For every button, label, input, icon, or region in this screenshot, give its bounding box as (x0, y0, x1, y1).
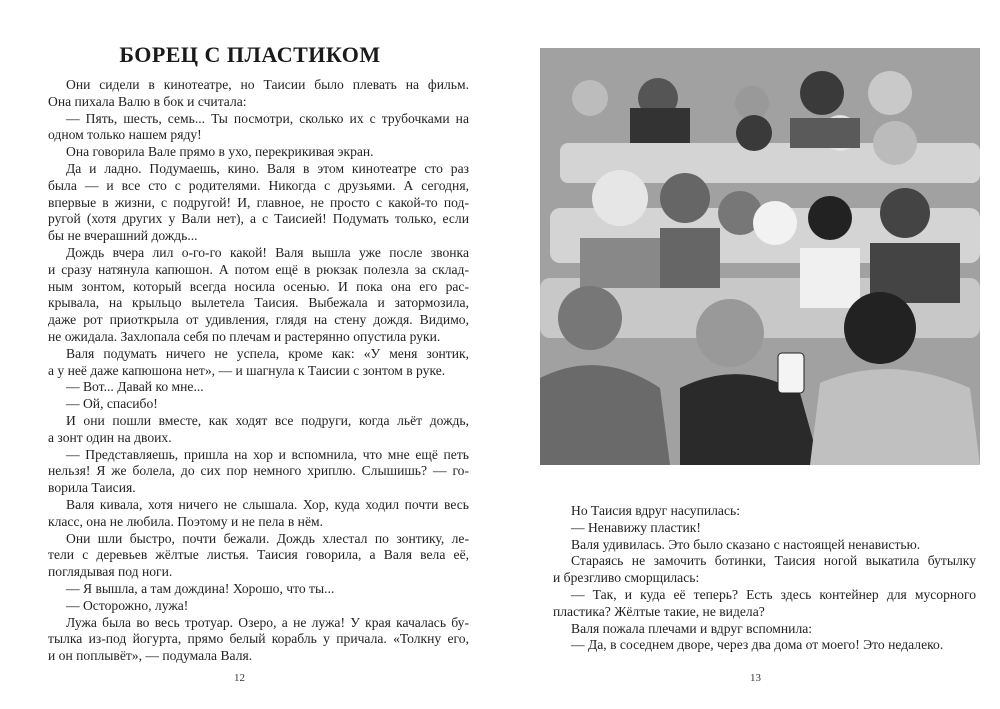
paragraph (48, 615, 469, 665)
page-number-right: 13 (750, 672, 761, 684)
text-line: Они сидели в кинотеатре, но Таисии было плевать на фильм. (66, 77, 469, 92)
text-line: — Ненавижу пластик! (571, 519, 701, 535)
text-line: нельзя! Я же болела, до сих пор немного хриплю. Слышишь? — го- (48, 463, 469, 479)
text-line: а у неё даже капюшона нет», — и шагнула к Таисии с зонтом в руке. (48, 362, 446, 378)
text-line: ворила Таисия. (48, 480, 136, 496)
paragraph (553, 587, 976, 621)
paragraph (48, 245, 469, 346)
text-line: тели с деревьев жёлтые листья. Таисия говорила, а Валя вела её, (48, 547, 469, 563)
text-line: Она пихала Валю в бок и считала: (48, 93, 247, 109)
cinema-audience-illustration (540, 48, 980, 465)
text-line: поглядывая под ноги. (48, 564, 173, 580)
text-line: — Ой, спасибо! (66, 396, 158, 412)
paragraph (48, 379, 469, 396)
text-line: — Так, и куда её теперь? Есть здесь контейнер для мусорного (571, 586, 976, 602)
paragraph (48, 161, 469, 245)
text-line: крывала, на крыльцо вылетела Таисия. Выбежала и затормозила, (48, 295, 469, 311)
text-line: одном только нашем ряду! (48, 127, 202, 143)
text-line: — Пять, шесть, семь... Ты посмотри, сколько их с трубочками на (66, 110, 469, 126)
text-line: Дождь вчера лил о-го-го какой! Валя вышла уже после звонка (66, 244, 469, 260)
text-line: Она говорила Вале прямо в ухо, перекрикивая экран. (66, 144, 374, 160)
text-line: ругой (хотя других у Вали нет), а с Таисией! Подумать только, если (48, 211, 469, 227)
paragraph (48, 598, 469, 615)
text-line: Валя пожала плечами и вдруг вспомнила: (571, 620, 813, 636)
text-line: И они пошли вместе, как ходят все подруги, когда льёт дождь, (66, 412, 469, 428)
paragraph (48, 531, 469, 581)
text-line: ным зонтом, который всегда носила осенью. И пока она его рас- (48, 278, 469, 294)
text-line: пластика? Жёлтые такие, не видела? (553, 603, 765, 619)
text-line: и брезгливо сморщилась: (553, 570, 700, 586)
text-line: Лужа была во весь тротуар. Озеро, а не лужа! У края качалась бу- (66, 614, 469, 630)
paragraph (48, 111, 469, 145)
text-line: — Представляешь, пришла на хор и вспомнила, что мне ещё петь (66, 446, 469, 462)
text-line: тылка из-под йогурта, прямо белый корабль у причала. «Толкну его, (48, 631, 469, 647)
text-line: Но Таисия вдруг насупилась: (571, 503, 740, 518)
paragraph (48, 77, 469, 111)
text-line: Валя удивилась. Это было сказано с настоящей ненавистью. (571, 536, 921, 552)
paragraph (553, 553, 976, 587)
text-line: — Вот... Давай ко мне... (66, 379, 204, 395)
paragraph (48, 396, 469, 413)
text-line: даже рот приоткрыла от удивления, глядя на стену дождя. Видимо, (48, 312, 469, 328)
chapter-title: БОРЕЦ С ПЛАСТИКОМ (119, 42, 381, 67)
page-number-left: 12 (234, 672, 245, 684)
paragraph (553, 520, 976, 537)
paragraph (48, 346, 469, 380)
text-line: не ожидала. Захлопала себя по плечам и растерянно опустила руки. (48, 328, 441, 344)
paragraph (48, 497, 469, 531)
text-line: — Я вышла, а там дождина! Хорошо, что ты... (66, 580, 335, 596)
text-line: бы не вчерашний дождь... (48, 228, 198, 244)
text-line: Валя подумать ничего не успела, кроме как: «У меня зонтик, (66, 345, 469, 361)
left-page-text (48, 77, 469, 665)
text-line: Они шли быстро, почти бежали. Дождь хлестал по зонтику, ле- (66, 530, 469, 546)
text-line: впервые в жизни, с подругой! И, главное, не просто с какой-то под- (48, 194, 469, 210)
paragraph (553, 503, 976, 520)
paragraph (48, 581, 469, 598)
text-line: и он поплывёт», — подумала Валя. (48, 648, 253, 664)
paragraph (48, 447, 469, 497)
paragraph (48, 144, 469, 161)
text-line: класс, она не любила. Поэтому и не пела в нём. (48, 513, 323, 529)
text-line: Да и ладно. Подумаешь, кино. Валя в этом кинотеатре сто раз (66, 160, 469, 176)
text-line: была — и все сто с родителями. Никогда с друзьями. А сегодня, (48, 177, 469, 193)
paragraph (553, 637, 976, 654)
paragraph (553, 621, 976, 638)
paragraph (48, 413, 469, 447)
text-line: — Осторожно, лужа! (66, 597, 189, 613)
text-line: а зонт один на двоих. (48, 429, 172, 445)
text-line: — Да, в соседнем дворе, через два дома от моего! Это недалеко. (571, 637, 944, 653)
text-line: Стараясь не замочить ботинки, Таисия ногой выкатила бутылку (571, 553, 976, 569)
paragraph (553, 537, 976, 554)
text-line: и сразу натянула капюшон. А потом ещё в рюкзак полезла за склад- (48, 261, 469, 277)
text-line: Валя кивала, хотя ничего не слышала. Хор, куда ходил почти весь (66, 496, 469, 512)
right-page-text (553, 503, 976, 654)
